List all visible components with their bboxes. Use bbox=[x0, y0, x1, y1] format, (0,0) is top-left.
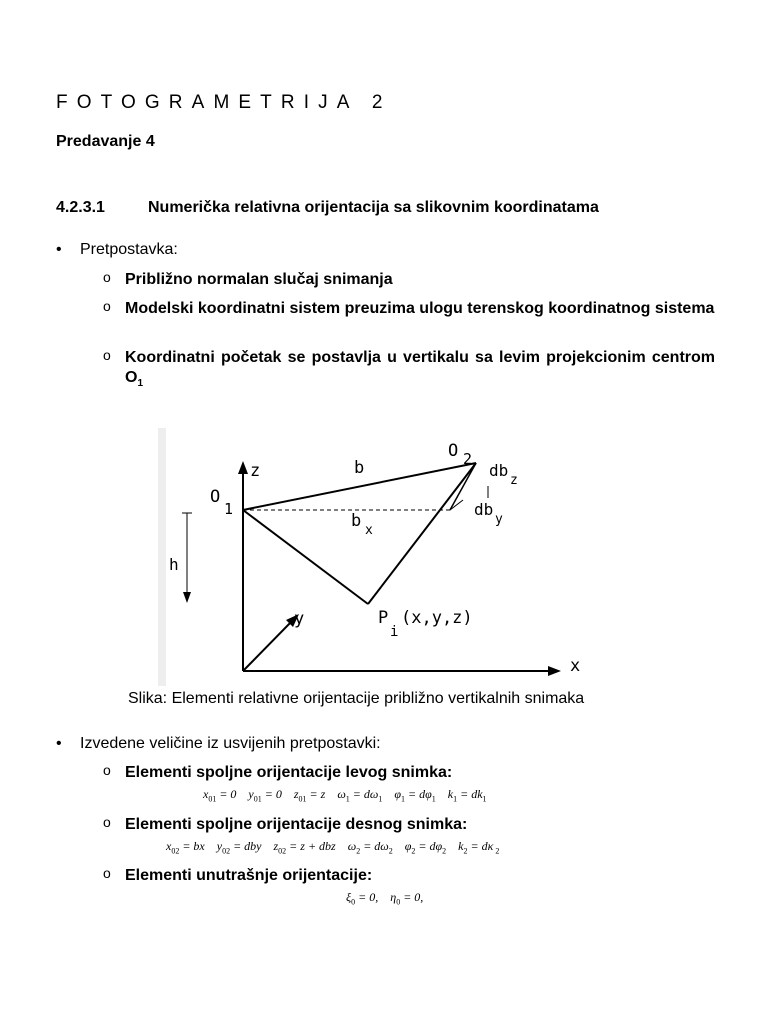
o1-subscript: 1 bbox=[224, 500, 234, 518]
pi-subscript: i bbox=[390, 624, 399, 640]
list-item-text: Približno normalan slučaj snimanja bbox=[125, 271, 393, 288]
circle-bullet-icon: o bbox=[103, 762, 111, 778]
list-item bbox=[103, 815, 715, 835]
pi-label: P bbox=[378, 608, 389, 628]
circle-bullet-icon: o bbox=[103, 814, 111, 830]
circle-bullet-icon: o bbox=[103, 298, 111, 314]
figure-caption: Slika: Elementi relativne orijentacije približno vertikalnih snimaka bbox=[128, 690, 585, 707]
list-item-text: Modelski koordinatni sistem preuzima ulogu terenskog koordinatnog sistema bbox=[125, 300, 715, 317]
bullet-label: Izvedene veličine iz usvijenih pretpostavki: bbox=[80, 735, 381, 752]
dbz-label: db bbox=[489, 461, 509, 480]
dby-label: db bbox=[474, 500, 494, 519]
dbz-subscript: z bbox=[510, 473, 518, 488]
formula-left-exterior: $x_{01} = 0$ $y_{01} = 0$ $z_{01} = z$ $\omega_1 = d\omega_1$ $\varphi_1 = d\varphi_1$ $k_1 = dk_1$ bbox=[203, 787, 487, 804]
b-label: b bbox=[354, 458, 365, 478]
bx-label: b bbox=[351, 511, 362, 531]
lecture-label: Predavanje 4 bbox=[56, 133, 155, 150]
list-item bbox=[103, 270, 715, 290]
bullet-derived bbox=[56, 735, 716, 755]
list-item-text: Elementi spoljne orijentacije desnog snimka: bbox=[125, 816, 468, 833]
circle-bullet-icon: o bbox=[103, 865, 111, 881]
y-axis-label: y bbox=[294, 609, 305, 629]
dby-subscript: y bbox=[495, 512, 503, 527]
pi-args: (x,y,z) bbox=[401, 608, 473, 628]
circle-bullet-icon: o bbox=[103, 269, 111, 285]
list-item-text: Elementi spoljne orijentacije levog snimka: bbox=[125, 764, 453, 781]
list-item bbox=[103, 763, 715, 783]
bullet-dot: • bbox=[56, 735, 62, 752]
orientation-diagram bbox=[158, 428, 598, 686]
bullet-assumption bbox=[56, 241, 716, 261]
formula-right-exterior: $x_{02}$ = bx $y_{02}$ = dby $z_{02} = z$ + dbz $\omega_2 = d\omega_2$ $\varphi_2 = d\varphi_2$ $k_2 = d\kappa$ $_2$ bbox=[166, 839, 500, 856]
formula-interior: $\xi_0 = 0$, $\eta_0 = 0$, bbox=[346, 890, 424, 907]
bx-subscript: x bbox=[365, 523, 373, 538]
list-item bbox=[103, 348, 715, 390]
list-item bbox=[103, 866, 715, 886]
z-axis-label: z bbox=[250, 461, 261, 481]
o2-label: O bbox=[448, 441, 459, 461]
section-number: 4.2.3.1 bbox=[56, 199, 105, 216]
bullet-label: Pretpostavka: bbox=[80, 241, 178, 258]
h-label: h bbox=[169, 555, 179, 574]
bullet-dot: • bbox=[56, 241, 62, 258]
x-axis-label: x bbox=[570, 656, 581, 676]
circle-bullet-icon: o bbox=[103, 347, 111, 363]
list-item-text: Elementi unutrašnje orijentacije: bbox=[125, 867, 373, 884]
list-item-text: Koordinatni početak se postavlja u vertikalu sa levim projekcionim centrom $O_1$ bbox=[125, 349, 715, 390]
o2-subscript: 2 bbox=[463, 450, 473, 468]
list-item bbox=[103, 299, 715, 339]
o1-label: O bbox=[210, 487, 221, 507]
page-title: FOTOGRAMETRIJA 2 bbox=[56, 92, 392, 113]
section-title: Numerička relativna orijentacija sa slikovnim koordinatama bbox=[148, 199, 599, 216]
